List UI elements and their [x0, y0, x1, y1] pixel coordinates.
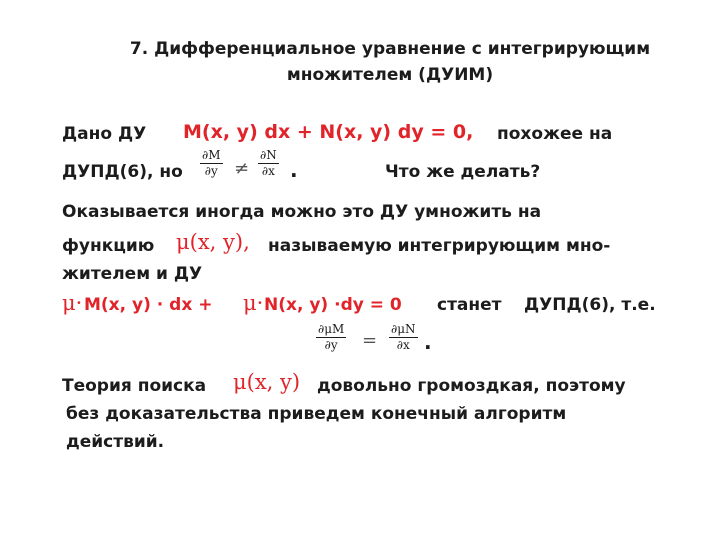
becomes-text: станет — [437, 295, 502, 315]
similar-to-text: похожее на — [497, 124, 613, 144]
fraction-denominator: ∂y — [204, 164, 218, 178]
text-line-3: Оказывается иногда можно это ДУ умножить на — [62, 202, 542, 222]
equation-2-part-2: N(x, y) ·dy = 0 — [264, 295, 402, 315]
given-equation: M(x, y) dx + N(x, y) dy = 0, — [183, 121, 474, 143]
fraction-dM-dy — [200, 148, 223, 179]
text-line-10: действий. — [66, 432, 165, 452]
period: . — [290, 158, 298, 182]
equation-2-part-1: M(x, y) · dx + — [84, 295, 213, 315]
called-text: называемую интегрирующим мно- — [268, 236, 611, 256]
slide-title-line-2: множителем (ДУИМ) — [286, 65, 494, 85]
dupd-but-text: ДУПД(6), но — [62, 162, 183, 182]
fraction-dmuN-dx — [389, 322, 418, 353]
fraction-numerator: ∂μN — [391, 322, 416, 336]
function-prefix: функцию — [62, 236, 155, 256]
theory-prefix: Теория поиска — [62, 376, 207, 396]
theory-suffix: довольно громоздкая, поэтому — [317, 376, 626, 396]
text-line-9: без доказательства приведем конечный алгоритм — [66, 404, 567, 424]
fraction-denominator: ∂x — [261, 164, 275, 178]
fraction-numerator: ∂μM — [318, 322, 345, 336]
what-to-do-text: Что же делать? — [385, 162, 541, 182]
dupd-ie-text: ДУПД(6), т.е. — [524, 295, 656, 315]
not-equal-sign: ≠ — [234, 158, 250, 179]
fraction-dmuM-dy — [316, 322, 346, 353]
fraction-denominator: ∂y — [324, 338, 338, 352]
slide-title-line-1: 7. Дифференциальное уравнение с интегрирующим — [129, 39, 651, 59]
fraction-denominator: ∂x — [396, 338, 410, 352]
mu-xy-2: μ(x, y) — [233, 370, 301, 394]
equals-sign: = — [362, 330, 378, 351]
mu-multiplier-2: μ· — [243, 291, 264, 315]
text-line-5: жителем и ДУ — [62, 264, 203, 284]
given-prefix: Дано ДУ — [62, 124, 147, 144]
fraction-numerator: ∂M — [202, 148, 221, 162]
fraction-dN-dx — [258, 148, 279, 179]
mu-xy: μ(x, y), — [176, 230, 250, 254]
mu-multiplier-1: μ· — [62, 291, 83, 315]
fraction-numerator: ∂N — [260, 148, 277, 162]
period-2: . — [424, 330, 432, 354]
